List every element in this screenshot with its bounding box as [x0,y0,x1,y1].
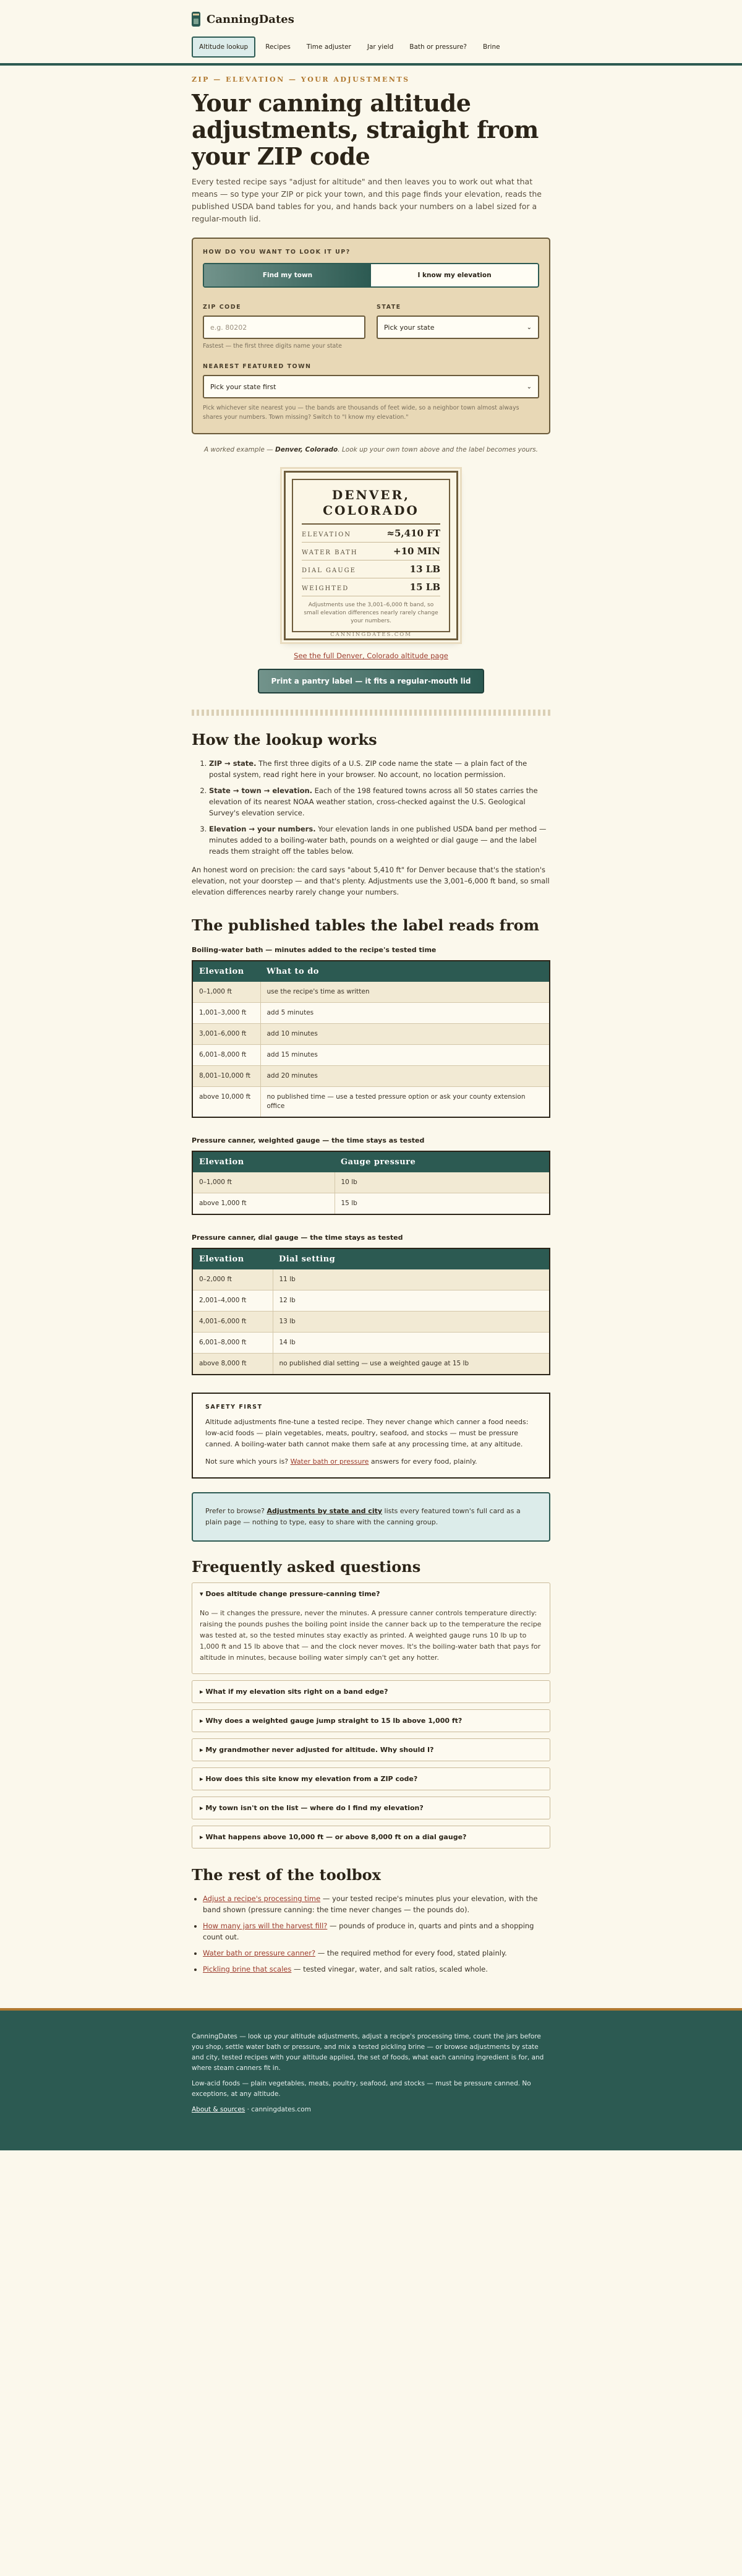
faq-item[interactable]: ▸ My town isn't on the list — where do I find my elevation? [192,1797,550,1819]
nav-bath-or-pressure[interactable]: Bath or pressure? [409,43,467,51]
zip-placeholder: e.g. 80202 [210,323,247,332]
label-row-water-bath: WATER BATH +10 MIN [302,543,440,560]
toolbox-link[interactable]: Water bath or pressure canner? [203,1949,316,1957]
dial-table-caption: Pressure canner, dial gauge — the time stays as tested [192,1234,403,1242]
lookup-question: HOW DO YOU WANT TO LOOK IT UP? [203,249,351,255]
state-select[interactable] [377,316,539,339]
jar-icon [192,12,200,27]
divider [192,710,550,716]
list-item: • Adjust a recipe's processing time — your tested recipe's minutes plus your elevation, with the band shown (pressure canning: the time never changes — the pounds do). [203,1893,550,1915]
water-bath-or-pressure-link[interactable]: Water bath or pressure [290,1458,369,1466]
page-title: Your canning altitude adjustments, straight from your ZIP code [192,89,539,170]
about-link[interactable]: About & sources [192,2106,245,2113]
nav-altitude-lookup[interactable]: Altitude lookup [192,36,255,58]
lookup-mode-toggle [203,263,539,288]
toolbox-link[interactable]: How many jars will the harvest fill? [203,1921,328,1930]
nav-jar-yield[interactable]: Jar yield [367,43,394,51]
town-label: NEAREST FEATURED TOWN [203,363,312,370]
toolbox-title: The rest of the toolbox [192,1866,381,1884]
lookup-panel [192,238,550,434]
list-item: • Pickling brine that scales — tested vinegar, water, and salt ratios, scaled whole. [203,1964,550,1975]
bath-table-caption: Boiling-water bath — minutes added to the recipe's tested time [192,946,437,954]
weighted-table: Elevation Gauge pressure 0–1,000 ft 10 lb above 1,000 ft 15 lb [192,1151,550,1215]
eyebrow: ZIP — ELEVATION — YOUR ADJUSTMENTS [192,75,410,84]
toolbox-section [192,1866,550,1975]
table-row: 6,001–8,000 ft 14 lb [192,1333,550,1354]
faq-item[interactable]: ▸ Why does a weighted gauge jump straight to 15 lb above 1,000 ft? [192,1709,550,1732]
tables-title: The published tables the label reads from [192,916,540,934]
state-label: STATE [377,304,401,311]
table-row: 1,001–3,000 ft add 5 minutes [192,1003,550,1024]
faq-item[interactable]: ▸ What if my elevation sits right on a band edge? [192,1680,550,1703]
chevron-down-icon: ⌄ [526,383,532,390]
footer-meta: About & sources · canningdates.com [192,2106,311,2113]
faq-item[interactable]: ▸ My grandmother never adjusted for altitude. Why should I? [192,1738,550,1761]
list-item: • Water bath or pressure canner? — the required method for every food, stated plainly. [203,1947,550,1959]
safety-label: SAFETY FIRST [205,1404,263,1410]
safety-box [192,1393,550,1479]
chevron-down-icon: ⌄ [526,324,532,331]
dial-table: Elevation Dial setting 0–2,000 ft 11 lb 2,001–4,000 ft 12 lb 4,001–6,000 ft 13 lb 6,001–8,000 ft 14 lb above 8,000 ft no published dial setting — use a weighted gauge at 15 lb [192,1248,550,1375]
how-steps [192,758,550,857]
step-item: 1. ZIP → state. The first three digits of a U.S. ZIP code name the state — a plain fact of the postal system, read right here in your browser. No account, no location permission. [209,758,550,780]
site-header [0,0,742,66]
table-row: 0–1,000 ft 10 lb [192,1172,550,1193]
mode-know-elevation-button[interactable]: I know my elevation [371,264,538,286]
table-row: 2,001–4,000 ft 12 lb [192,1290,550,1312]
state-select-value: Pick your state [384,323,435,332]
label-row-weighted: WEIGHTED 15 LB [302,578,440,596]
footer-safety: Low-acid foods — plain vegetables, meats, poultry, seafood, and stocks — must be pressure canned. No exceptions, at any altitude. [192,2080,531,2098]
town-select-value: Pick your state first [210,382,276,391]
town-select[interactable] [203,375,539,398]
brand-name: CanningDates [207,12,294,26]
footer-links: CanningDates — look up your altitude adjustments, adjust a recipe's processing time, count the jars before you shop, settle water bath or pressure, and mix a tested pickling brine — or browse adjustments by state and city, tested recipes with your altitude applied, the set of foods, what each canning ingredient is for, and where steam canners fit in. [192,2033,544,2072]
safety-more: Not sure which yours is? Water bath or pressure answers for every food, plainly. [205,1458,477,1466]
table-row: 3,001–6,000 ft add 10 minutes [192,1024,550,1045]
safety-text: Altitude adjustments fine-tune a tested recipe. They never change which canner a food needs: low-acid foods — plain vegetables, meats, poultry, seafood, and stocks — must be pressure canned. A boiling-water bath cannot make them safe at any processing time, at any altitude. [205,1418,529,1448]
pantry-label-card [284,471,458,640]
nav-time-adjuster[interactable]: Time adjuster [306,43,351,51]
toolbox-list [192,1893,550,1975]
state-city-link[interactable]: Adjustments by state and city [267,1507,383,1515]
browse-box: Prefer to browse? Adjustments by state and city lists every featured town's full card as a plain page — nothing to type, easy to share with the canning group. [192,1492,550,1542]
denver-page-link[interactable]: See the full Denver, Colorado altitude page [294,651,448,660]
step-item: 3. Elevation → your numbers. Your elevation lands in one published USDA band per method — minutes added to a boiling-water bath, pounds on a weighted or dial gauge — and the label reads them straight off the tables below. [209,823,550,857]
print-label-button[interactable]: Print a pantry label — it fits a regular-mouth lid [258,669,485,693]
how-section [192,731,550,898]
how-title: How the lookup works [192,731,377,749]
bath-table: Elevation What to do 0–1,000 ft use the recipe's time as written 1,001–3,000 ft add 5 minutes 3,001–6,000 ft add 10 minutes 6,001–8,000 ft add 15 minutes 8,001–10,000 ft add 20 minutes above 10,000 ft no published time — use a tested pressure option or ask your county extension office [192,960,550,1118]
label-site: CANNINGDATES.COM [330,632,412,638]
weighted-table-caption: Pressure canner, weighted gauge — the time stays as tested [192,1136,425,1144]
main-content [192,75,550,1975]
faq-item-open[interactable] [192,1582,550,1674]
precision-note: An honest word on precision: the card says "about 5,410 ft" for Denver because that's the station's elevation, not your doorstep — and that's plenty. Adjustments use the 3,001–6,000 ft band, so small elevation differences nearby rarely change your numbers. [192,865,550,896]
step-item: 2. State → town → elevation. Each of the 198 featured towns across all 50 states carries the elevation of its nearest NOAA weather station, cross-checked against the U.S. Geological Survey's elevation service. [209,785,550,818]
label-note: Adjustments use the 3,001–6,000 ft band, so small elevation differences nearly rarely change your numbers. [304,602,438,624]
faq-item[interactable]: ▸ How does this site know my elevation from a ZIP code? [192,1767,550,1790]
table-row: above 8,000 ft no published dial setting — use a weighted gauge at 15 lb [192,1354,550,1375]
nav-recipes[interactable]: Recipes [265,43,291,51]
town-hint: Pick whichever site nearest you — the bands are thousands of feet wide, so a neighbor town almost always shares your numbers. Town missing? Switch to "I know my elevation." [203,405,519,421]
faq-answer: No — it changes the pressure, never the minutes. A pressure canner controls temperature directly: raising the pounds pushes the boiling point inside the canner back up to the temperature the recipe was tested at, so the tested minutes stay exactly as printed. A weighted gauge runs 10 lb up to 1,000 ft and 15 lb above that — and the clock never moves. It's the boiling-water bath that pays for altitude in minutes, because boiling water simply can't get any hotter. [200,1609,542,1662]
label-row-elevation: ELEVATION ≈5,410 FT [302,525,440,543]
zip-label: ZIP CODE [203,304,242,311]
intro-text: Every tested recipe says "adjust for altitude" and then leaves you to work out what that means — so type your ZIP or pick your town, and this page finds your elevation, reads the published USDA band tables for you, and hands back your numbers on a label sized for a regular-mouth lid. [192,177,542,223]
nav-brine[interactable]: Brine [483,43,500,51]
tables-section [192,916,550,1375]
table-row: 0–1,000 ft use the recipe's time as written [192,982,550,1003]
brand[interactable] [192,11,550,28]
site-footer [0,2008,742,2150]
list-item: • How many jars will the harvest fill? — pounds of produce in, quarts and pints and a shopping count out. [203,1920,550,1943]
table-row: 8,001–10,000 ft add 20 minutes [192,1066,550,1087]
faq-title: Frequently asked questions [192,1558,421,1576]
faq-question: ▾ Does altitude change pressure-canning time? [200,1590,380,1598]
table-row: above 1,000 ft 15 lb [192,1193,550,1215]
mode-find-town-button[interactable]: Find my town [204,264,371,286]
table-row: 6,001–8,000 ft add 15 minutes [192,1045,550,1066]
table-row: 4,001–6,000 ft 13 lb [192,1312,550,1333]
zip-input[interactable] [203,316,365,339]
toolbox-link[interactable]: Adjust a recipe's processing time [203,1894,321,1903]
table-row: above 10,000 ft no published time — use a tested pressure option or ask your county extension office [192,1087,550,1118]
example-caption: A worked example — Denver, Colorado. Look up your own town above and the label becomes yours. [204,446,538,453]
label-row-dial-gauge: DIAL GAUGE 13 LB [302,560,440,578]
table-row: 0–2,000 ft 11 lb [192,1269,550,1290]
zip-hint: Fastest — the first three digits name your state [203,343,342,350]
main-nav [192,36,550,58]
faq-item[interactable]: ▸ What happens above 10,000 ft — or above 8,000 ft on a dial gauge? [192,1826,550,1848]
label-title: DENVER, COLORADO [302,487,440,525]
faq-section [192,1558,550,1848]
toolbox-link[interactable]: Pickling brine that scales [203,1965,292,1973]
